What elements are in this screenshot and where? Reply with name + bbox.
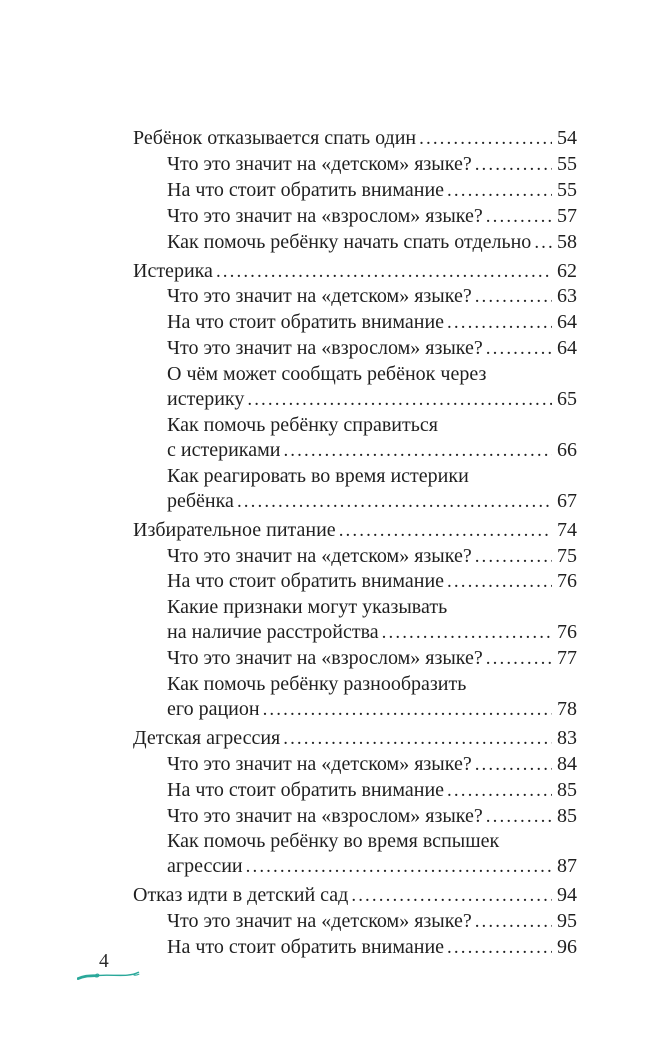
toc-sub-entry[interactable]: [133, 310, 577, 336]
toc-page-number: 76: [557, 621, 577, 644]
toc-page-number: 58: [557, 230, 577, 253]
toc-chapter-entry[interactable]: [133, 259, 577, 285]
toc-sub-entry[interactable]: [133, 178, 577, 204]
dot-leader: [351, 883, 552, 909]
toc-sub-entry-line2[interactable]: [133, 697, 577, 723]
toc-page-number: 95: [557, 910, 577, 933]
toc-page-number: 67: [557, 489, 577, 512]
toc-sub-entry[interactable]: [133, 804, 577, 830]
toc-entry-title: Что это значит на «детском» языке?: [167, 752, 472, 775]
toc-sub-entry[interactable]: [133, 544, 577, 570]
dot-leader: [486, 204, 552, 230]
toc-entry-title: Как реагировать во время истерики: [167, 464, 469, 487]
toc-entry-title: Отказ идти в детский сад: [133, 884, 349, 907]
toc-entry-title: Что это значит на «детском» языке?: [167, 910, 472, 933]
toc-page-number: 64: [557, 337, 577, 360]
toc-entry-title: Что это значит на «детском» языке?: [167, 285, 472, 308]
toc-page-number: 94: [557, 884, 577, 907]
toc-entry-title: ребёнка: [167, 489, 234, 512]
toc-entry-title: Что это значит на «детском» языке?: [167, 152, 472, 175]
toc-sub-entry-line1[interactable]: [133, 829, 577, 854]
toc-entry-title: Ребёнок отказывается спать один: [133, 127, 417, 149]
toc-page-number: 74: [557, 518, 577, 541]
dot-leader: [419, 126, 552, 152]
dot-leader: [382, 620, 552, 646]
toc-sub-entry-line2[interactable]: [133, 387, 577, 413]
toc-sub-entry-line1[interactable]: [133, 595, 577, 620]
toc-sub-entry[interactable]: [133, 935, 577, 961]
table-of-contents: [133, 126, 577, 961]
toc-page-number: 96: [557, 936, 577, 959]
toc-page-number: 78: [557, 697, 577, 720]
toc-page-number: 55: [557, 152, 577, 175]
toc-page-number: 63: [557, 285, 577, 308]
toc-sub-entry[interactable]: [133, 569, 577, 595]
toc-page-number: 85: [557, 778, 577, 801]
toc-sub-entry-line2[interactable]: [133, 854, 577, 880]
toc-sub-entry-line1[interactable]: [133, 413, 577, 438]
toc-sub-entry-line2[interactable]: [133, 620, 577, 646]
dot-leader: [534, 230, 552, 256]
toc-entry-title: Истерика: [133, 259, 213, 282]
toc-sub-entry[interactable]: [133, 778, 577, 804]
toc-entry-title: Как помочь ребёнку начать спать отдельно: [167, 230, 532, 253]
toc-entry-title: Что это значит на «взрослом» языке?: [167, 337, 483, 360]
toc-page-number: 84: [557, 752, 577, 775]
toc-entry-title: Что это значит на «детском» языке?: [167, 544, 472, 567]
dot-leader: [475, 284, 552, 310]
toc-entry-title: Избирательное питание: [133, 518, 336, 541]
toc-entry-title: Что это значит на «взрослом» языке?: [167, 647, 483, 670]
toc-chapter-entry[interactable]: [133, 726, 577, 752]
toc-sub-entry[interactable]: [133, 752, 577, 778]
toc-page-number: 64: [557, 311, 577, 334]
toc-entry-title: Детская агрессия: [133, 726, 281, 749]
toc-sub-entry[interactable]: [133, 204, 577, 230]
dot-leader: [283, 438, 552, 464]
toc-entry-title: агрессии: [167, 855, 243, 878]
toc-page-number: 66: [557, 438, 577, 461]
toc-sub-entry[interactable]: [133, 152, 577, 178]
toc-sub-entry-line1[interactable]: [133, 464, 577, 489]
toc-page-number: 55: [557, 178, 577, 201]
toc-chapter-entry[interactable]: [133, 126, 577, 152]
toc-page-number: 65: [557, 388, 577, 411]
toc-entry-title: с истериками: [167, 438, 281, 461]
toc-sub-entry-line2[interactable]: [133, 489, 577, 515]
toc-page-number: 87: [557, 855, 577, 878]
dot-leader: [246, 854, 552, 880]
toc-sub-entry[interactable]: [133, 230, 577, 256]
dot-leader: [447, 778, 552, 804]
toc-page-number: 57: [557, 204, 577, 227]
toc-entry-title: На что стоит обратить внимание: [167, 570, 445, 593]
toc-entry-title: Что это значит на «взрослом» языке?: [167, 804, 483, 827]
dot-leader: [447, 569, 552, 595]
toc-page-number: 75: [557, 544, 577, 567]
dot-leader: [447, 178, 552, 204]
toc-page-number: 85: [557, 804, 577, 827]
dot-leader: [247, 387, 552, 413]
toc-entry-title: Как помочь ребёнку справиться: [167, 413, 438, 436]
dot-leader: [237, 489, 552, 515]
toc-entry-title: О чём может сообщать ребёнок через: [167, 363, 487, 386]
toc-sub-entry-line1[interactable]: [133, 672, 577, 697]
toc-entry-title: На что стоит обратить внимание: [167, 778, 445, 801]
dot-leader: [475, 544, 552, 570]
toc-entry-title: Что это значит на «взрослом» языке?: [167, 204, 483, 227]
dot-leader: [475, 909, 552, 935]
toc-page-number: 77: [557, 647, 577, 670]
dot-leader: [283, 726, 552, 752]
toc-entry-title: Какие признаки могут указывать: [167, 596, 448, 619]
dot-leader: [263, 697, 552, 723]
toc-sub-entry-line1[interactable]: [133, 362, 577, 387]
toc-entry-title: На что стоит обратить внимание: [167, 936, 445, 959]
toc-entry-title: На что стоит обратить внимание: [167, 311, 445, 334]
toc-entry-title: его рацион: [167, 697, 260, 720]
dot-leader: [447, 935, 552, 961]
page-number: 4: [99, 951, 109, 972]
toc-page-number: 83: [557, 726, 577, 749]
toc-entry-title: Как помочь ребёнку во время вспышек: [167, 830, 500, 853]
toc-chapter-entry[interactable]: [133, 518, 577, 544]
toc-page-number: 54: [557, 127, 577, 149]
toc-sub-entry-line2[interactable]: [133, 438, 577, 464]
dot-leader: [486, 646, 552, 672]
toc-page-number: 62: [557, 259, 577, 282]
toc-entry-title: на наличие расстройства: [167, 621, 379, 644]
toc-sub-entry[interactable]: [133, 336, 577, 362]
dot-leader: [486, 336, 552, 362]
toc-sub-entry[interactable]: [133, 646, 577, 672]
toc-sub-entry[interactable]: [133, 284, 577, 310]
toc-entry-title: Как помочь ребёнку разнообразить: [167, 673, 467, 696]
toc-sub-entry[interactable]: [133, 909, 577, 935]
toc-entry-title: На что стоит обратить внимание: [167, 178, 445, 201]
dot-leader: [475, 152, 552, 178]
flourish-icon: [77, 968, 141, 982]
dot-leader: [339, 518, 552, 544]
dot-leader: [475, 752, 552, 778]
dot-leader: [216, 259, 552, 285]
toc-chapter-entry[interactable]: [133, 883, 577, 909]
dot-leader: [486, 804, 552, 830]
dot-leader: [447, 310, 552, 336]
toc-page-number: 76: [557, 570, 577, 593]
toc-entry-title: истерику: [167, 388, 245, 411]
